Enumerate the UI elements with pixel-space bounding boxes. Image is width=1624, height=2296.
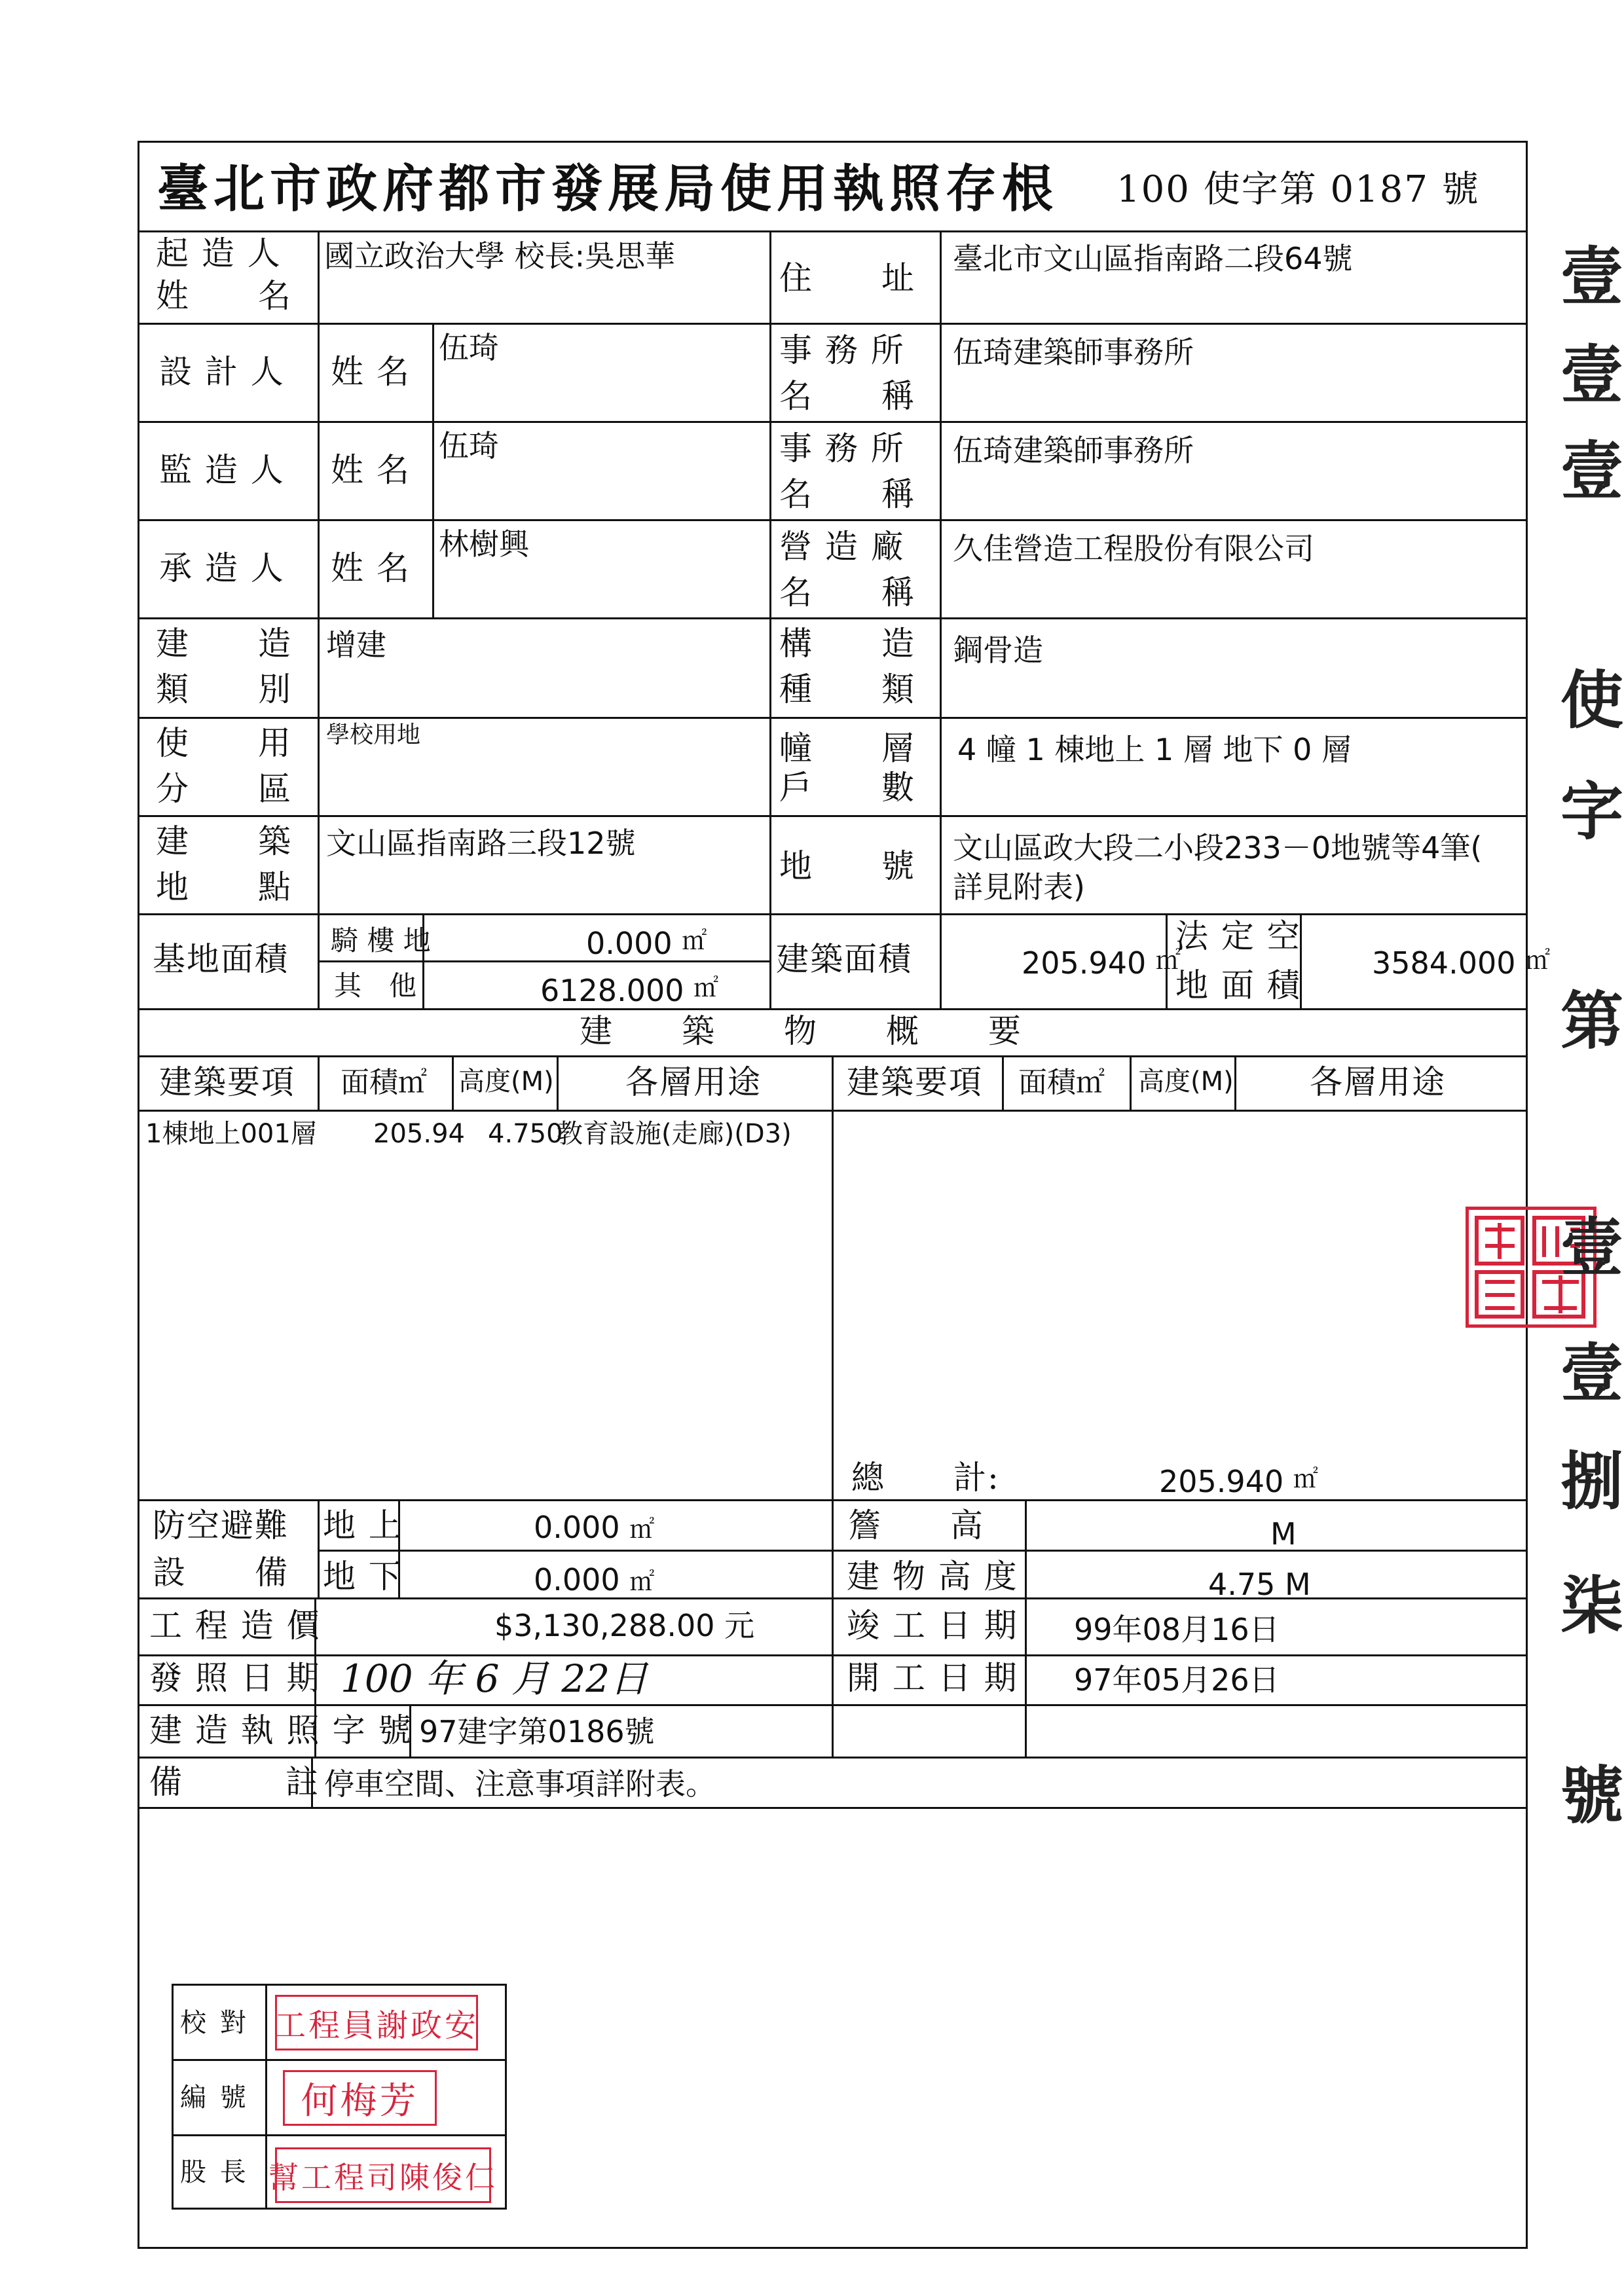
arcade-area: 0.000 ㎡ <box>586 926 707 961</box>
build-type-value: 增建 <box>326 627 386 663</box>
summary-row-item: 1棟地上001層 <box>145 1119 317 1149</box>
zoning-value: 學校用地 <box>326 721 421 748</box>
col-area-right: 面積㎡ <box>1018 1066 1105 1099</box>
designer-office: 伍琦建築師事務所 <box>953 335 1194 370</box>
col-area-left: 面積㎡ <box>341 1066 427 1099</box>
designer-name-label: 姓 名 <box>331 353 411 391</box>
eave-height-label: 簷 高 <box>848 1506 984 1544</box>
contractor-name: 林樹興 <box>439 526 529 562</box>
address-label: 住 址 <box>779 259 915 297</box>
air-raid-label: 防空避難 設 備 <box>153 1506 289 1592</box>
chief-label: 股 長 <box>180 2157 249 2187</box>
supervisor-name: 伍琦 <box>439 428 499 464</box>
below-ground-value: 0.000 ㎡ <box>534 1562 655 1597</box>
col-item-left: 建築要項 <box>159 1063 295 1101</box>
building-height-label: 建 物 高 度 <box>847 1558 1018 1595</box>
side-glyph: 壹 <box>1560 338 1623 412</box>
summary-row-area: 205.94 <box>373 1119 465 1149</box>
supervisor-label: 監 造 人 <box>159 451 285 489</box>
floors-label: 幢 層 戶 數 <box>779 729 915 807</box>
open-space-label: 法 定 空 地 面 積 <box>1175 917 1301 1004</box>
address-value: 臺北市文山區指南路二段64號 <box>953 241 1353 276</box>
summary-row-use: 教育設施(走廊)(D3) <box>557 1119 792 1149</box>
designer-label: 設 計 人 <box>159 353 285 391</box>
check-label: 校 對 <box>180 2008 249 2038</box>
side-glyph: 第 <box>1560 984 1623 1058</box>
below-ground-label: 地 下 <box>323 1558 403 1595</box>
arcade-label: 騎 樓 地 <box>331 924 431 957</box>
col-height-left: 高度(M) <box>458 1066 554 1097</box>
issue-date-value: 100 年 6 月 22日 <box>341 1656 648 1701</box>
side-glyph: 柒 <box>1560 1569 1623 1643</box>
applicant-value: 國立政治大學 校長:吳思華 <box>324 238 676 274</box>
col-use-left: 各層用途 <box>625 1063 762 1101</box>
applicant-label: 起 造 人 姓 名 <box>156 234 292 315</box>
summary-section-title: 建 築 物 概 要 <box>580 1012 1022 1050</box>
above-ground-label: 地 上 <box>323 1506 403 1544</box>
remarks-value: 停車空間、注意事項詳附表。 <box>324 1766 716 1802</box>
supervisor-office: 伍琦建築師事務所 <box>953 433 1194 468</box>
side-glyph: 號 <box>1560 1758 1623 1832</box>
build-type-label: 建 造 類 別 <box>156 625 292 708</box>
other-label: 其 他 <box>334 970 417 1002</box>
designer-office-label: 事 務 所 名 稱 <box>779 331 915 415</box>
total-value: 205.940 ㎡ <box>1159 1464 1318 1499</box>
side-glyph: 壹 <box>1560 1211 1623 1285</box>
lot-label: 地 號 <box>779 847 915 885</box>
cost-label: 工 程 造 價 <box>149 1607 321 1645</box>
contractor-label: 承 造 人 <box>159 549 285 587</box>
structure-label: 構 造 種 類 <box>779 625 915 708</box>
open-space-area: 3584.000 ㎡ <box>1372 945 1551 981</box>
lot-value-line2: 詳見附表) <box>953 869 1085 905</box>
number-stamp: 何梅芳 <box>283 2070 437 2126</box>
total-label: 總 計: <box>851 1459 1000 1497</box>
other-area: 6128.000 ㎡ <box>540 973 719 1008</box>
col-height-right: 高度(M) <box>1138 1066 1234 1097</box>
summary-row-height: 4.750 <box>488 1119 563 1149</box>
chief-stamp: 幫工程司陳俊仁 <box>275 2147 491 2203</box>
contractor-company: 久佳營造工程股份有限公司 <box>953 531 1314 566</box>
issue-date-label: 發 照 日 期 <box>149 1659 321 1697</box>
zoning-label: 使 用 分 區 <box>156 724 292 808</box>
construction-permit-label: 建 造 執 照 字 號 <box>149 1711 413 1749</box>
contractor-name-label: 姓 名 <box>331 549 411 587</box>
factory-label: 營 造 廠 名 稱 <box>779 528 915 611</box>
side-glyph: 壹 <box>1560 434 1623 508</box>
start-date-label: 開 工 日 期 <box>847 1659 1018 1697</box>
supervisor-office-label: 事 務 所 名 稱 <box>779 429 915 513</box>
floors-value: 4 幢 1 棟地上 1 層 地下 0 層 <box>957 732 1352 767</box>
col-use-right: 各層用途 <box>1310 1063 1446 1101</box>
building-height-value: 4.75 M <box>1208 1567 1311 1602</box>
building-area: 205.940 ㎡ <box>1022 945 1181 981</box>
page-title: 臺北市政府都市發展局使用執照存根 <box>157 159 1059 219</box>
building-area-label: 建築面積 <box>776 940 912 978</box>
designer-name: 伍琦 <box>439 330 499 365</box>
remarks-label: 備 註 <box>149 1763 320 1801</box>
construction-permit-value: 97建字第0186號 <box>419 1714 655 1749</box>
above-ground-value: 0.000 ㎡ <box>534 1510 655 1545</box>
side-glyph: 字 <box>1560 774 1623 848</box>
location-value: 文山區指南路三段12號 <box>326 826 636 861</box>
site-area-label: 基地面積 <box>153 940 289 978</box>
start-date-value: 97年05月26日 <box>1074 1662 1280 1698</box>
col-item-right: 建築要項 <box>847 1063 983 1101</box>
side-glyph: 壹 <box>1560 1336 1623 1410</box>
structure-value: 鋼骨造 <box>953 632 1043 668</box>
location-label: 建 築 地 點 <box>156 822 292 906</box>
side-glyph: 壹 <box>1560 240 1623 314</box>
check-stamp: 工程員謝政安 <box>275 1995 478 2050</box>
number-label: 編 號 <box>180 2083 249 2113</box>
completion-date-value: 99年08月16日 <box>1074 1612 1280 1647</box>
side-glyph: 捌 <box>1560 1444 1623 1518</box>
eave-height-value: M <box>1270 1516 1297 1552</box>
permit-number: 100 使字第 0187 號 <box>1116 168 1480 211</box>
supervisor-name-label: 姓 名 <box>331 451 411 489</box>
side-glyph: 使 <box>1560 663 1623 737</box>
cost-value: $3,130,288.00 元 <box>494 1608 755 1643</box>
lot-value-line1: 文山區政大段二小段233－0地號等4筆( <box>953 830 1483 866</box>
completion-date-label: 竣 工 日 期 <box>847 1607 1018 1645</box>
